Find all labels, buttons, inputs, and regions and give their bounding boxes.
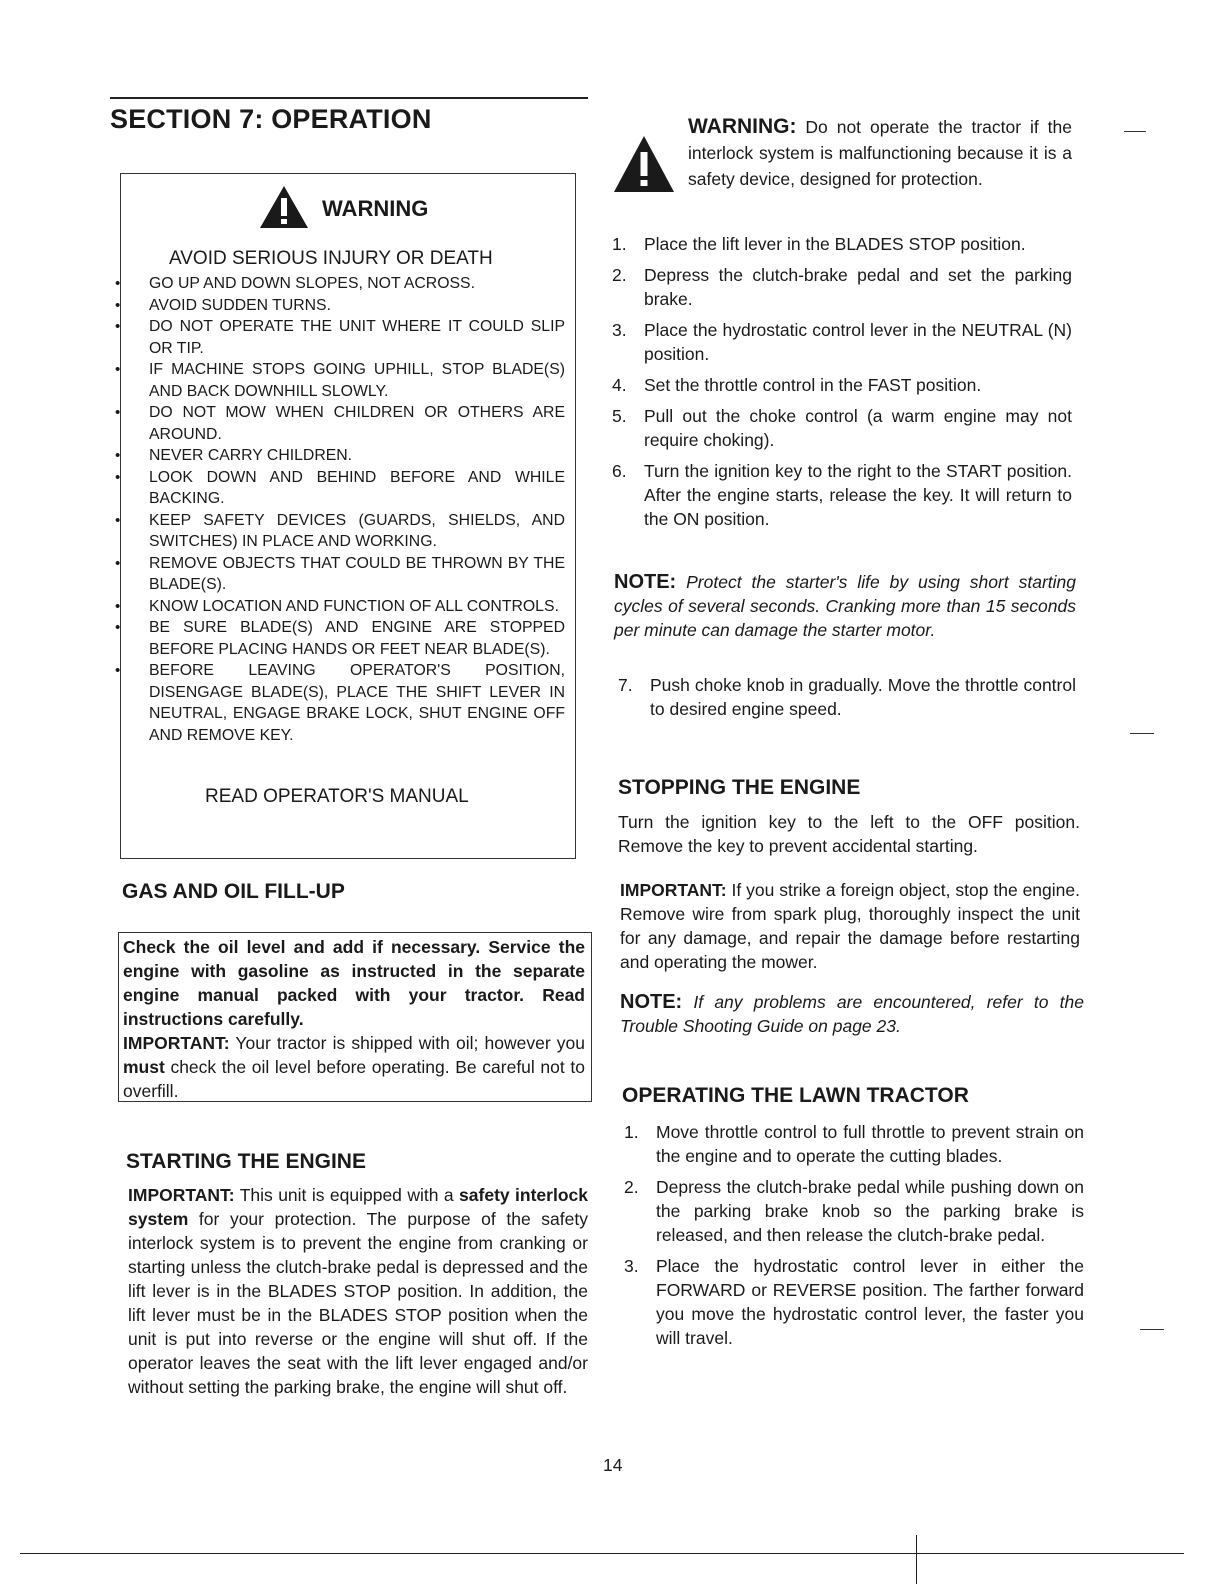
starter-note: NOTE: Protect the starter's life by using short starting cycles of several seconds. Cranking more than 15 seconds per minute can damage the starter motor.: [614, 571, 1076, 640]
list-item: [624, 1120, 1084, 1168]
step-text: Turn the ignition key to the right to the START position. After the engine starts, release the key. It will return to the ON position.: [644, 461, 1072, 529]
stopping-text: Turn the ignition key to the left to the OFF position. Remove the key to prevent accidental starting.: [618, 812, 1080, 856]
starting-heading: STARTING THE ENGINE: [126, 1150, 366, 1173]
note-label: NOTE:: [614, 571, 677, 593]
margin-mark: [1140, 1329, 1164, 1330]
step-text: Pull out the choke control (a warm engine may not require choking).: [644, 406, 1072, 450]
step-text: Push choke knob in gradually. Move the throttle control to desired engine speed.: [650, 675, 1076, 719]
step-number: 5.: [612, 406, 627, 426]
step-text: Place the hydrostatic control lever in either the FORWARD or REVERSE position. The farther forward you move the hydrostatic control lever, the faster you will travel.: [656, 1256, 1084, 1348]
operating-steps-list: [624, 1120, 1084, 1357]
step-text: Place the lift lever in the BLADES STOP position.: [644, 234, 1026, 254]
list-item: [618, 673, 1076, 721]
starting-step-7: [618, 673, 1076, 721]
hazard-item: • BEFORE LEAVING OPERATOR'S POSITION, DISENGAGE BLADE(S), PLACE THE SHIFT LEVER IN NEUTRAL, ENGAGE BRAKE LOCK, SHUT ENGINE OFF AND REMOVE KEY.: [121, 660, 575, 746]
hazard-item: • GO UP AND DOWN SLOPES, NOT ACROSS.: [121, 273, 575, 295]
list-item: [612, 373, 1072, 397]
hazard-item: • KEEP SAFETY DEVICES (GUARDS, SHIELDS, AND SWITCHES) IN PLACE AND WORKING.: [121, 510, 575, 553]
step-text: Move throttle control to full throttle to prevent strain on the engine and to operate the cutting blades.: [656, 1122, 1084, 1166]
step-number: 4.: [612, 375, 627, 395]
important-label: IMPORTANT:: [128, 1185, 235, 1205]
section-title: SECTION 7: OPERATION: [110, 104, 432, 134]
step-text: Set the throttle control in the FAST position.: [644, 375, 982, 395]
step-number: 2.: [624, 1177, 639, 1197]
warning-heading: WARNING: [322, 196, 429, 221]
margin-mark: [1130, 733, 1154, 734]
bottom-divider: [916, 1535, 917, 1584]
list-item: [612, 459, 1072, 531]
safety-interlock-emphasis: safety interlock system: [128, 1185, 588, 1229]
step-number: 1.: [612, 234, 627, 254]
step-number: 1.: [624, 1122, 639, 1142]
step-text: Depress the clutch-brake pedal and set the parking brake.: [644, 265, 1072, 309]
step-number: 3.: [612, 320, 627, 340]
hazard-item: • REMOVE OBJECTS THAT COULD BE THROWN BY THE BLADE(S).: [121, 553, 575, 596]
hazard-item: • DO NOT MOW WHEN CHILDREN OR OTHERS ARE AROUND.: [121, 402, 575, 445]
warning-header: [258, 184, 428, 230]
gas-oil-heading: GAS AND OIL FILL-UP: [122, 880, 345, 903]
hazard-item: • KNOW LOCATION AND FUNCTION OF ALL CONTROLS.: [121, 596, 575, 618]
foreign-object-important: IMPORTANT: If you strike a foreign object, stop the engine. Remove wire from spark plug, thoroughly inspect the unit for any damage, and repair the damage before restarting and operating the mower.: [620, 880, 1080, 972]
hazard-item: • NEVER CARRY CHILDREN.: [121, 445, 575, 467]
page-number: 14: [603, 1455, 623, 1475]
stopping-heading: STOPPING THE ENGINE: [618, 776, 861, 799]
top-rule: [110, 97, 588, 99]
hazard-item: • DO NOT OPERATE THE UNIT WHERE IT COULD SLIP OR TIP.: [121, 316, 575, 359]
hazard-item: • BE SURE BLADE(S) AND ENGINE ARE STOPPED BEFORE PLACING HANDS OR FEET NEAR BLADE(S).: [121, 617, 575, 660]
operating-heading: OPERATING THE LAWN TRACTOR: [622, 1084, 969, 1107]
important-label: IMPORTANT:: [620, 880, 727, 900]
warning-label: WARNING:: [688, 115, 797, 138]
step-number: 2.: [612, 265, 627, 285]
oil-instructions: Check the oil level and add if necessary. Service the engine with gasoline as instructed in the separate engine manual packed with your tractor. Read instructions carefully.: [123, 937, 585, 1029]
step-text: Place the hydrostatic control lever in the NEUTRAL (N) position.: [644, 320, 1072, 364]
step-number: 3.: [624, 1256, 639, 1276]
warning-box: [120, 173, 576, 859]
warning-triangle-icon: [612, 134, 676, 194]
interlock-warning-text: WARNING: Do not operate the tractor if the interlock system is malfunctioning because it is a safety device, designed for protection.: [688, 115, 1072, 189]
list-item: [612, 318, 1072, 366]
read-manual-note: READ OPERATOR'S MANUAL: [205, 786, 469, 807]
hazard-item: • LOOK DOWN AND BEHIND BEFORE AND WHILE BACKING.: [121, 467, 575, 510]
oil-notice-box: [118, 932, 592, 1102]
trouble-note: NOTE: If any problems are encountered, refer to the Trouble Shooting Guide on page 23.: [620, 991, 1084, 1036]
starting-important-para: IMPORTANT: This unit is equipped with a safety interlock system for your protection. The purpose of the safety interlock system is to prevent the engine from cranking or starting unless the clutch-brake pedal is depressed and the lift lever is in the BLADES STOP position. In addition, the lift lever must be in the BLADES STOP position when the unit is put into reverse or the engine will shut off. If the operator leaves the seat with the lift lever engaged and/or without setting the parking brake, the engine will shut off.: [128, 1185, 588, 1397]
list-item: [624, 1175, 1084, 1247]
margin-mark: [1124, 131, 1146, 132]
list-item: [612, 263, 1072, 311]
hazard-item: • IF MACHINE STOPS GOING UPHILL, STOP BLADE(S) AND BACK DOWNHILL SLOWLY.: [121, 359, 575, 402]
warning-subheading: AVOID SERIOUS INJURY OR DEATH: [169, 248, 493, 269]
starting-steps-list: [612, 232, 1072, 538]
list-item: [612, 404, 1072, 452]
important-label: IMPORTANT:: [123, 1033, 230, 1053]
list-item: [612, 232, 1072, 256]
step-text: Depress the clutch-brake pedal while pushing down on the parking brake knob so the parking brake is released, and then release the clutch-brake pedal.: [656, 1177, 1084, 1245]
step-number: 7.: [618, 675, 633, 695]
note-label: NOTE:: [620, 991, 683, 1013]
list-item: [624, 1254, 1084, 1350]
hazard-item: • AVOID SUDDEN TURNS.: [121, 295, 575, 317]
warning-triangle-icon: [258, 184, 310, 230]
hazard-list: [121, 273, 575, 746]
step-number: 6.: [612, 461, 627, 481]
must-emphasis: must: [123, 1057, 165, 1077]
bottom-rule: [20, 1553, 1184, 1554]
oil-important-para: IMPORTANT: Your tractor is shipped with oil; however you must check the oil level before operating. Be careful not to overfill.: [123, 1033, 585, 1101]
interlock-warning: [612, 114, 1072, 224]
